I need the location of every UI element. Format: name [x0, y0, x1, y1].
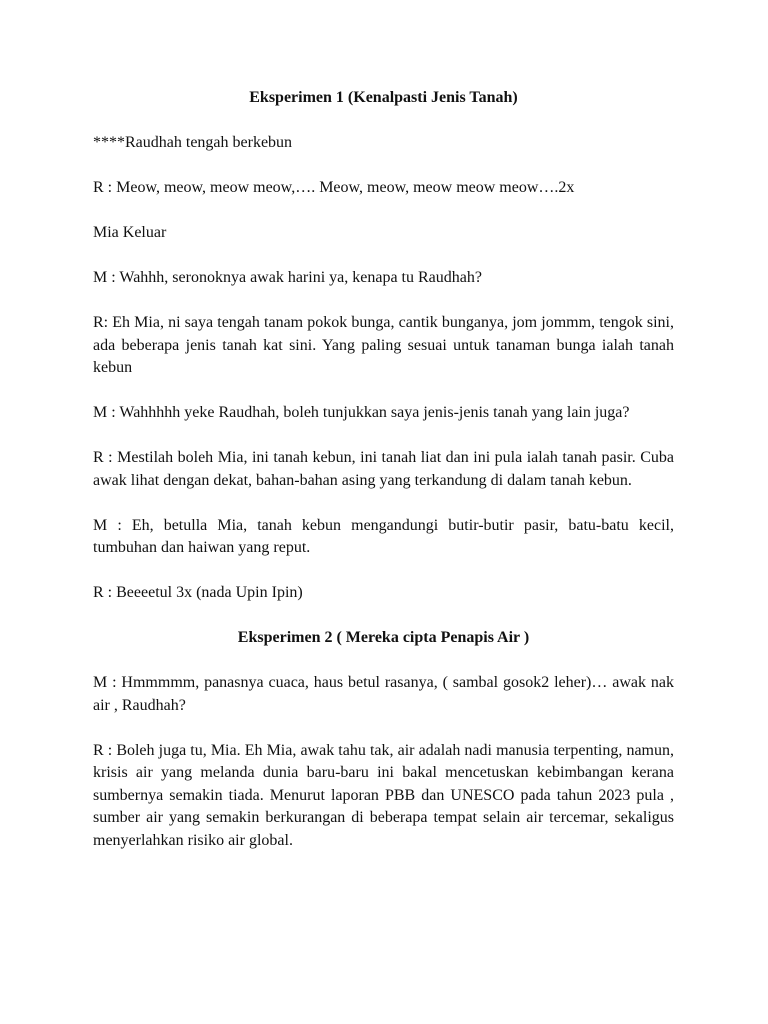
paragraph-dialogue: M : Eh, betulla Mia, tanah kebun mengandungi butir-butir pasir, batu-batu kecil, tumbuhan dan haiwan yang reput. — [93, 516, 674, 556]
paragraph-dialogue: M : Wahhhhh yeke Raudhah, boleh tunjukkan saya jenis-jenis tanah yang lain juga? — [93, 404, 630, 421]
paragraph-scene-note: ****Raudhah tengah berkebun — [93, 134, 293, 151]
paragraph-dialogue: R : Meow, meow, meow meow,…. Meow, meow, meow meow meow….2x — [93, 179, 575, 196]
paragraph-dialogue: R: Eh Mia, ni saya tengah tanam pokok bunga, cantik bunganya, jom jommm, tengok sini, ada beberapa jenis tanah kat sini. Yang paling sesuai untuk tanaman bunga ialah tanah kebun — [93, 314, 674, 376]
paragraph-dialogue: M : Wahhh, seronoknya awak harini ya, kenapa tu Raudhah? — [93, 269, 482, 286]
paragraph-dialogue: R : Mestilah boleh Mia, ini tanah kebun, ini tanah liat dan ini pula ialah tanah pasir. Cuba awak lihat dengan dekat, bahan-bahan asing yang terkandung di dalam tanah kebun. — [93, 449, 674, 489]
paragraph-stage-direction: Mia Keluar — [93, 224, 167, 241]
heading-eksperimen-1: Eksperimen 1 (Kenalpasti Jenis Tanah) — [249, 89, 518, 106]
document-page — [93, 87, 674, 852]
paragraph-dialogue: R : Boleh juga tu, Mia. Eh Mia, awak tahu tak, air adalah nadi manusia terpenting, namun, krisis air yang melanda dunia baru-baru ini bakal mencetuskan kebimbangan kerana sumbernya semakin tiada. Menurut laporan PBB dan UNESCO pada tahun 2023 pula , sumber air yang semakin berkurangan di beberapa tempat selain air tercemar, sekaligus menyerlahkan risiko air global. — [93, 741, 674, 849]
paragraph-dialogue: M : Hmmmmm, panasnya cuaca, haus betul rasanya, ( sambal gosok2 leher)… awak nak air , Raudhah? — [93, 674, 674, 714]
heading-eksperimen-2: Eksperimen 2 ( Mereka cipta Penapis Air ) — [237, 629, 530, 646]
paragraph-dialogue: R : Beeeetul 3x (nada Upin Ipin) — [93, 584, 303, 601]
